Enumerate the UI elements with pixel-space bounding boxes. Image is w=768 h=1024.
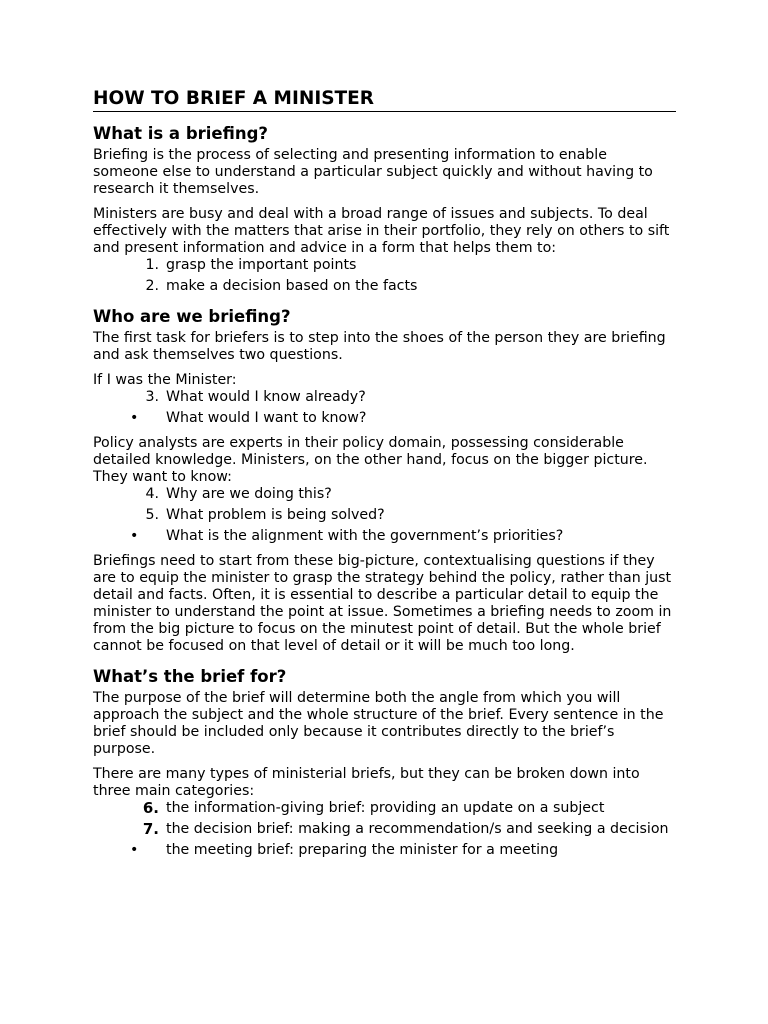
- paragraph: Briefing is the process of selecting and presenting information to enable someone else to understand a particular subject quickly and without having to research it themselves.: [93, 147, 653, 197]
- brief-types-list: [93, 800, 676, 859]
- list-number: 1.: [145, 257, 159, 273]
- list-number: 2.: [145, 278, 159, 294]
- list-number: 6.: [142, 799, 159, 817]
- paragraph: The first task for briefers is to step into the shoes of the person they are briefing and ask themselves two questions.: [93, 330, 666, 363]
- paragraph: Ministers are busy and deal with a broad range of issues and subjects. To deal effectively with the matters that arise in their portfolio, they rely on others to sift and present information and advice in a form that helps them to:: [93, 206, 670, 256]
- list-number: 4.: [145, 486, 159, 502]
- document-title: HOW TO BRIEF A MINISTER: [93, 87, 676, 112]
- list-item-text: Why are we doing this?: [166, 486, 332, 502]
- list-item: [93, 257, 676, 274]
- list-number: 7.: [142, 820, 159, 838]
- list-item-text: the meeting brief: preparing the minister for a meeting: [166, 842, 559, 858]
- list-item: [93, 528, 676, 545]
- list-item: [93, 410, 676, 427]
- list-item-text: make a decision based on the facts: [166, 278, 418, 294]
- bullet-icon: •: [130, 410, 139, 426]
- list-item-text: What is the alignment with the government’s priorities?: [166, 528, 564, 544]
- list-item-text: What problem is being solved?: [166, 507, 385, 523]
- list-item: [93, 389, 676, 406]
- list-item: [93, 278, 676, 295]
- list-number: 5.: [145, 507, 159, 523]
- section-heading-whats-the-brief-for: What’s the brief for?: [93, 667, 287, 686]
- numbered-list: [93, 257, 676, 295]
- paragraph: Policy analysts are experts in their policy domain, possessing considerable detailed knowledge. Ministers, on the other hand, focus on the bigger picture. They want to know:: [93, 435, 648, 485]
- bullet-icon: •: [130, 842, 139, 858]
- bullet-icon: •: [130, 528, 139, 544]
- list-item-text: the decision brief: making a recommendation/s and seeking a decision: [166, 821, 669, 837]
- paragraph: There are many types of ministerial briefs, but they can be broken down into three main categories:: [93, 766, 640, 799]
- paragraph: If I was the Minister:: [93, 372, 237, 388]
- list-item: [93, 842, 676, 859]
- list-item: [93, 507, 676, 524]
- list-item-text: What would I want to know?: [166, 410, 367, 426]
- list-item: [93, 800, 676, 817]
- section-heading-who-are-we-briefing: Who are we briefing?: [93, 307, 291, 326]
- section-heading-what-is-a-briefing: What is a briefing?: [93, 124, 268, 143]
- list-number: 3.: [145, 389, 159, 405]
- list-item: [93, 486, 676, 503]
- question-list: [93, 486, 676, 545]
- list-item-text: What would I know already?: [166, 389, 366, 405]
- list-item: [93, 821, 676, 838]
- list-item-text: grasp the important points: [166, 257, 357, 273]
- question-list: [93, 389, 676, 427]
- list-item-text: the information-giving brief: providing an update on a subject: [166, 800, 605, 816]
- paragraph: The purpose of the brief will determine both the angle from which you will approach the subject and the whole structure of the brief. Every sentence in the brief should be included only because it contributes directly to the brief’s purpose.: [93, 690, 664, 757]
- document-page: [93, 87, 676, 867]
- paragraph: Briefings need to start from these big-picture, contextualising questions if they are to equip the minister to grasp the strategy behind the policy, rather than just detail and facts. Often, it is essential to describe a particular detail to equip the minister to understand the point at issue. Sometimes a briefing needs to zoom in from the big picture to focus on the minutest point of detail. But the whole brief cannot be focused on that level of detail or it will be much too long.: [93, 553, 672, 654]
